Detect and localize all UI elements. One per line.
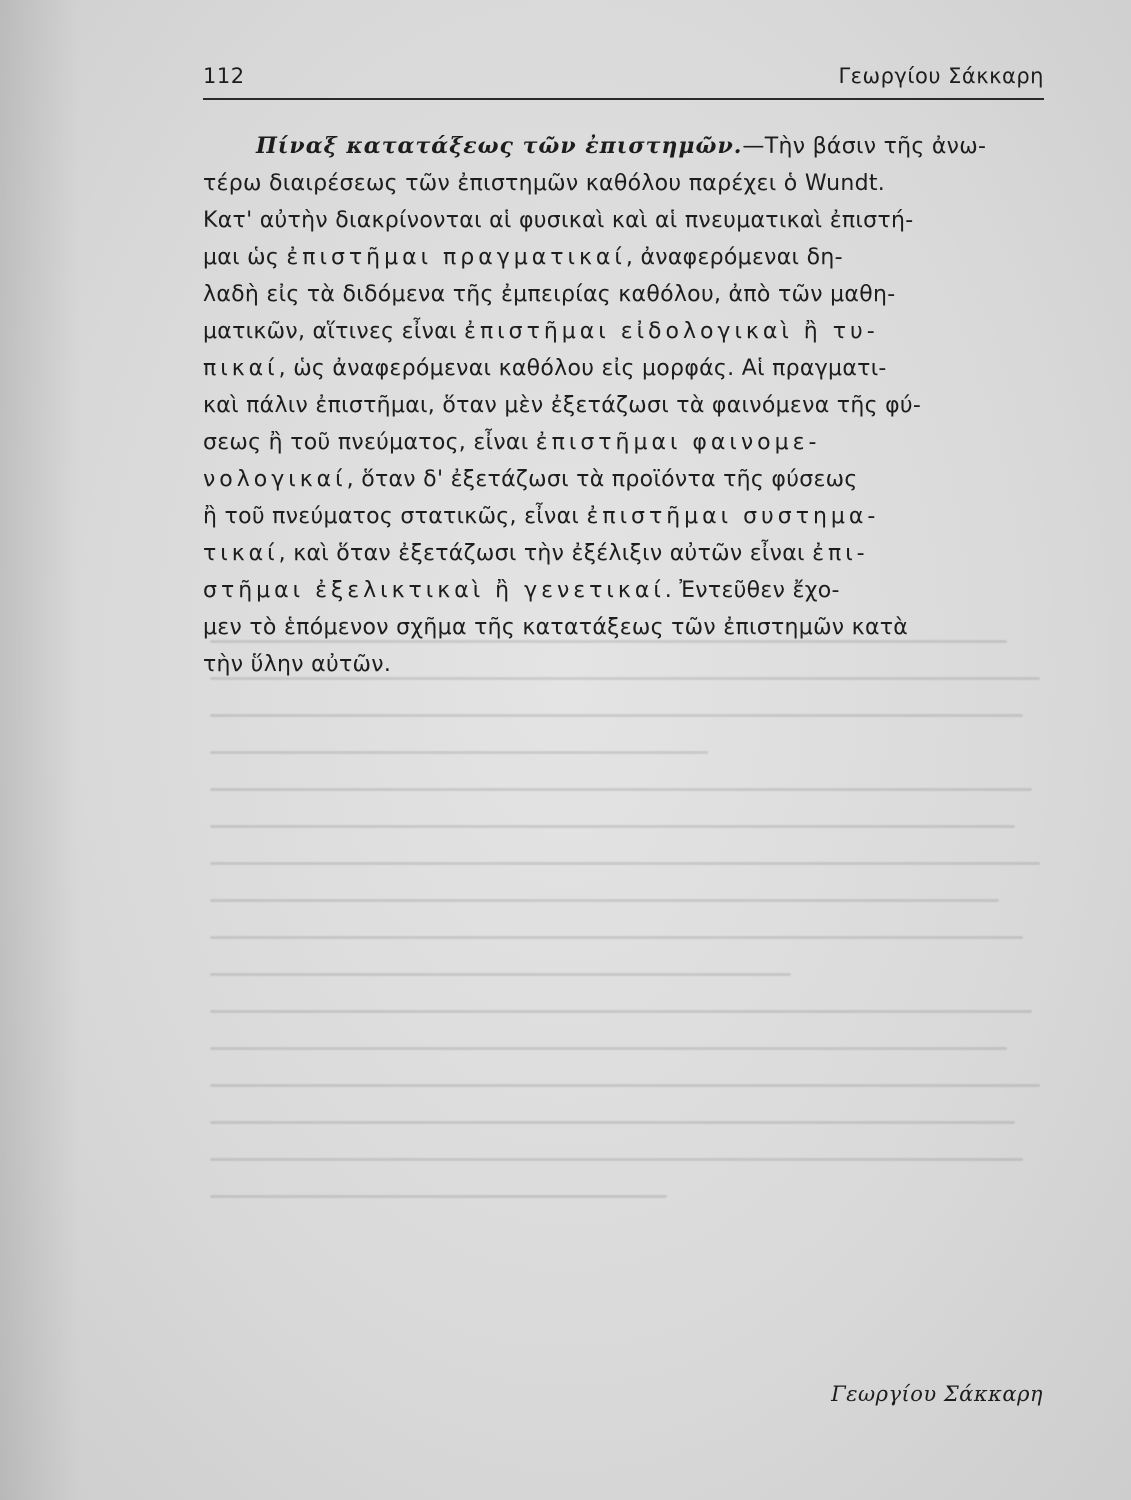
binding-shadow	[0, 0, 80, 1500]
text-span: , ὡς ἀναφερόμεναι καθόλου εἰς μορφάς. Αἱ πραγματι-	[278, 356, 887, 381]
text-line	[203, 128, 1063, 165]
text-line	[203, 609, 1063, 646]
paragraph	[203, 128, 1063, 683]
text-span: . Ἐντεῦθεν ἔχο-	[664, 578, 840, 603]
text-line	[203, 498, 1063, 535]
text-span: καὶ πάλιν ἐπιστῆμαι, ὅταν μὲν ἐξετάζωσι τὰ φαινόμενα τῆς φύ-	[203, 393, 922, 418]
text-line	[203, 461, 1063, 498]
spaced-term: ἐπιστῆμαι πραγματικαί	[286, 245, 626, 270]
text-line	[203, 165, 1063, 202]
author-signature: Γεωργίου Σάκκαρη	[831, 1382, 1043, 1406]
spaced-term: ἐπιστῆμαι φαινομε-	[535, 430, 821, 455]
text-line	[203, 202, 1063, 239]
spaced-term: ἐπιστῆμαι εἰδολογικαὶ ἢ τυ-	[464, 319, 879, 344]
spaced-term: νολογικαί	[203, 467, 347, 492]
text-line	[203, 646, 1063, 683]
running-head: Γεωργίου Σάκκαρη	[838, 64, 1044, 88]
text-span: λαδὴ εἰς τὰ διδόμενα τῆς ἐμπειρίας καθόλου, ἀπὸ τῶν μαθη-	[203, 282, 896, 307]
text-span: Κατ' αὐτὴν διακρίνονται αἱ φυσικαὶ καὶ αἱ πνευματικαὶ ἐπιστή-	[203, 208, 914, 233]
text-span: τὴν ὕλην αὐτῶν.	[203, 652, 392, 677]
page-number: 112	[203, 64, 245, 88]
text-span: ματικῶν, αἵτινες εἶναι	[203, 319, 465, 344]
text-span: μεν τὸ ἑπόμενον σχῆμα τῆς κατατάξεως τῶν ἐπιστημῶν κατὰ	[203, 615, 909, 640]
text-span: τέρω διαιρέσεως τῶν ἐπιστημῶν καθόλου παρέχει ὁ Wundt.	[203, 171, 886, 196]
text-line	[203, 350, 1063, 387]
spaced-term: ἐπι-	[812, 541, 869, 566]
spaced-term: τικαί	[203, 541, 279, 566]
text-line	[203, 313, 1063, 350]
text-span: , ὅταν δ' ἐξετάζωσι τὰ προϊόντα τῆς φύσεως	[346, 467, 858, 492]
text-span: , καὶ ὅταν ἐξετάζωσι τὴν ἐξέλιξιν αὐτῶν εἶναι	[278, 541, 813, 566]
text-line	[203, 572, 1063, 609]
text-span: , ἀναφερόμεναι δη-	[625, 245, 843, 270]
text-span: σεως ἢ τοῦ πνεύματος, εἶναι	[203, 430, 536, 455]
text-span: ἢ τοῦ πνεύματος στατικῶς, εἶναι	[203, 504, 587, 529]
spaced-term: πικαί	[203, 356, 279, 381]
text-line	[203, 387, 1063, 424]
text-line	[203, 239, 1063, 276]
page-header	[203, 58, 1044, 100]
bleed-through-text	[210, 640, 1040, 1280]
spaced-term: στῆμαι ἐξελικτικαὶ ἢ γενετικαί	[203, 578, 665, 603]
text-span: μαι ὡς	[203, 245, 287, 270]
text-span: —Τὴν βάσιν τῆς ἀνω-	[742, 134, 987, 159]
text-line	[203, 424, 1063, 461]
spaced-term: ἐπιστῆμαι συστημα-	[586, 504, 880, 529]
text-line	[203, 535, 1063, 572]
text-line	[203, 276, 1063, 313]
section-heading: Πίναξ κατατάξεως τῶν ἐπιστημῶν.	[256, 133, 743, 159]
